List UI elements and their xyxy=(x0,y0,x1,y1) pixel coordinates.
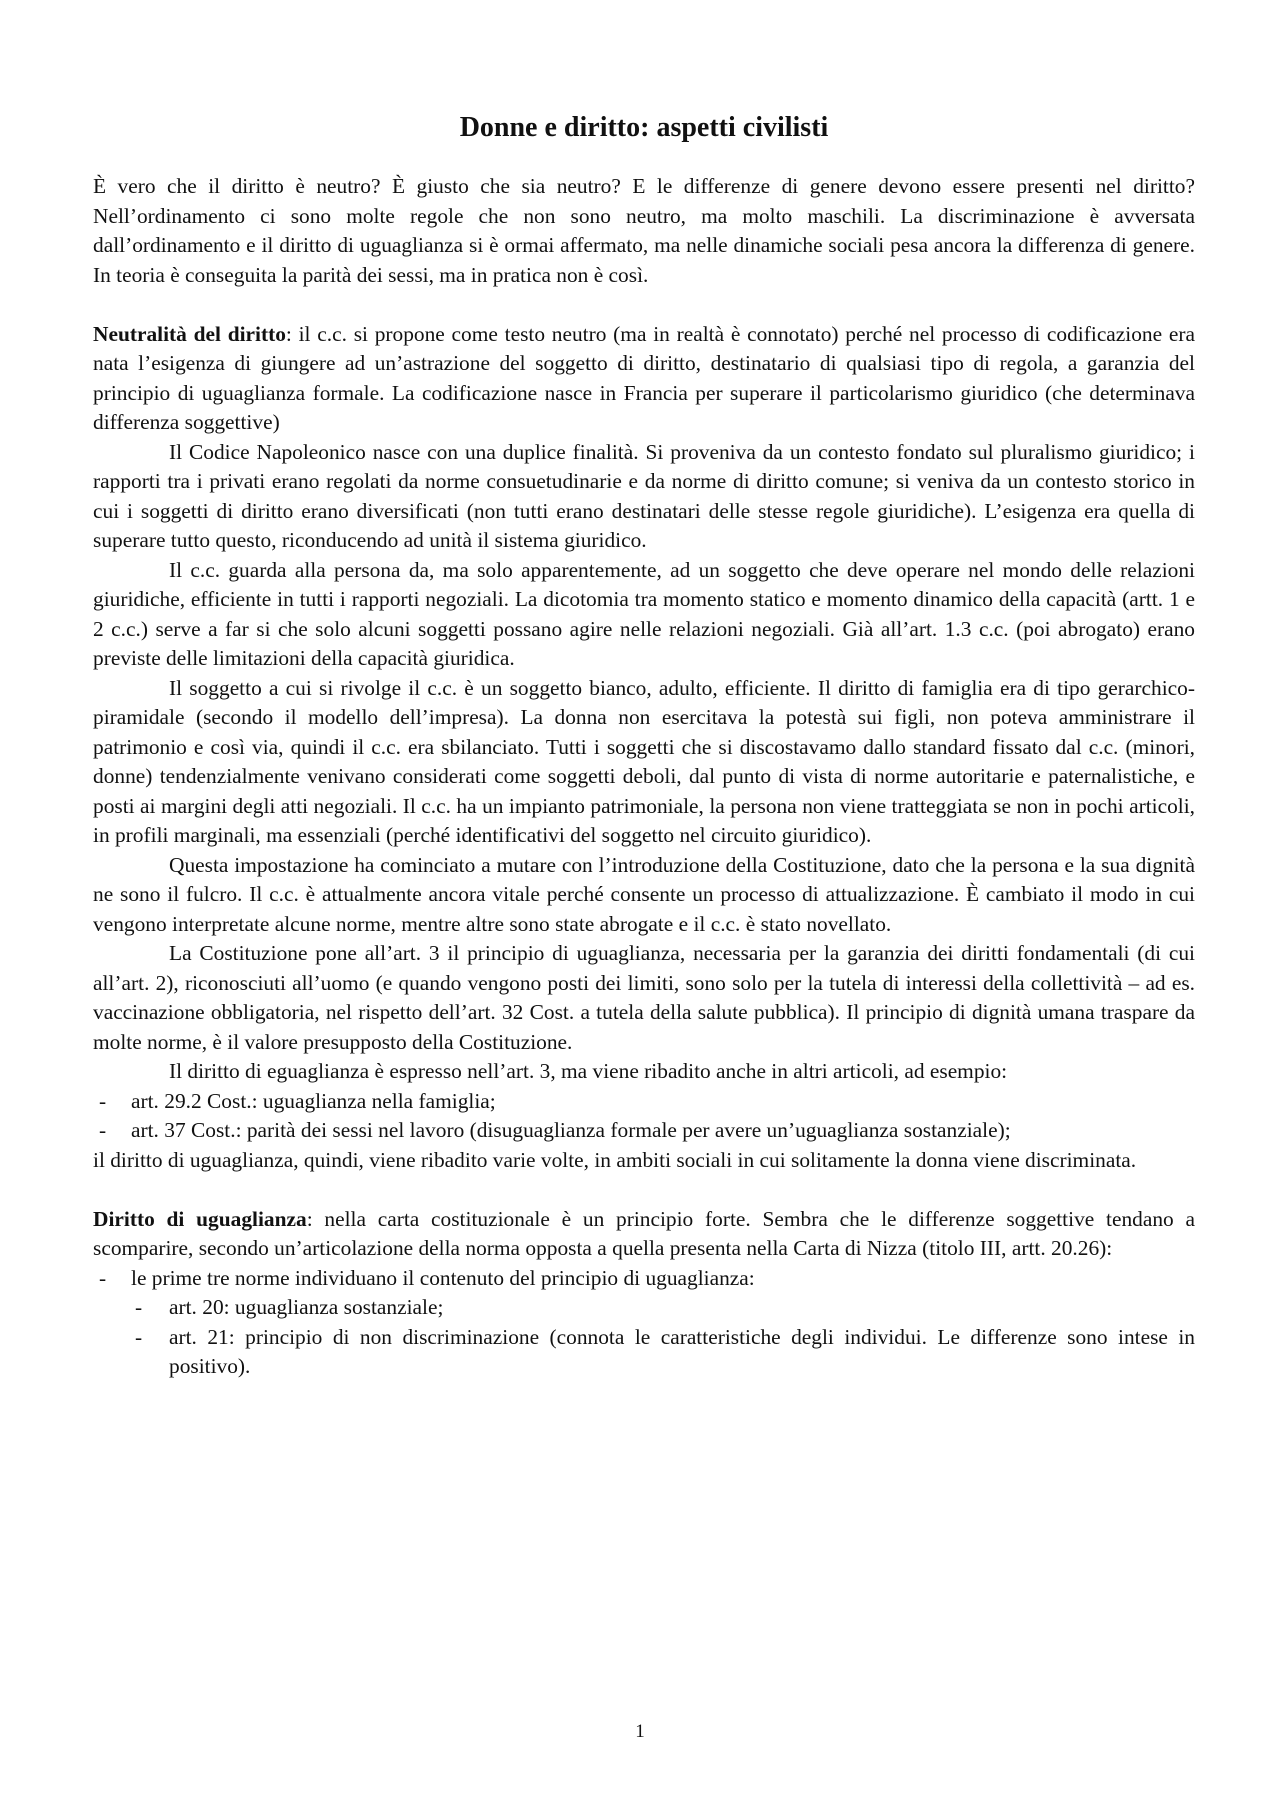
list-item: - art. 21: principio di non discriminazione (connota le caratteristiche degli individui. Le differenze sono intese in positivo). xyxy=(93,1323,1195,1382)
list-item: - art. 37 Cost.: parità dei sessi nel lavoro (disuguaglianza formale per avere un’uguaglianza sostanziale); xyxy=(93,1116,1195,1146)
document-page xyxy=(93,110,1195,1382)
body-paragraph: Il soggetto a cui si rivolge il c.c. è un soggetto bianco, adulto, efficiente. Il diritto di famiglia era di tipo gerarchico-piramidale (secondo il modello dell’impresa). La donna non esercitava la potestà sui figli, non poteva amministrare il patrimonio e così via, quindi il c.c. era sbilanciato. Tutti i soggetti che si discostavamo dallo standard fissato dal c.c. (minori, donne) tendenzialmente venivano considerati come soggetti deboli, dal punto di vista di norme autoritarie e paternalistiche, e posti ai margini degli atti negoziali. Il c.c. ha un impianto patrimoniale, la persona non viene tratteggiata se non in pochi articoli, in profili marginali, ma essenziali (perché identificativi del soggetto nel circuito giuridico). xyxy=(93,675,1195,847)
list-item: - art. 29.2 Cost.: uguaglianza nella famiglia; xyxy=(93,1087,1195,1117)
uguaglianza-paragraph xyxy=(93,1205,1195,1264)
neutralita-paragraph xyxy=(93,320,1195,438)
body-paragraph: Il c.c. guarda alla persona da, ma solo apparentemente, ad un soggetto che deve operare nel mondo delle relazioni giuridiche, efficiente in tutti i rapporti negoziali. La dicotomia tra momento statico e momento dinamico della capacità (artt. 1 e 2 c.c.) serve a far si che solo alcuni soggetti possano agire nelle relazioni negoziali. Già all’art. 1.3 c.c. (poi abrogato) erano previste delle limitazioni della capacità giuridica. xyxy=(93,557,1195,670)
closing-paragraph: il diritto di uguaglianza, quindi, viene ribadito varie volte, in ambiti sociali in cui solitamente la donna viene discriminata. xyxy=(93,1147,1137,1172)
document-title: Donne e diritto: aspetti civilisti xyxy=(459,112,829,143)
body-paragraph: Il diritto di eguaglianza è espresso nell’art. 3, ma viene ribadito anche in altri articoli, ad esempio: xyxy=(169,1059,1008,1083)
intro-paragraph: È vero che il diritto è neutro? È giusto che sia neutro? E le differenze di genere devono essere presenti nel diritto? Nell’ordinamento ci sono molte regole che non sono neutro, ma molto maschili. La discriminazione è avversata dall’ordinamento e il diritto di uguaglianza si è ormai affermato, ma nelle dinamiche sociali pesa ancora la differenza di genere. In teoria è conseguita la parità dei sessi, ma in pratica non è così. xyxy=(93,174,1195,287)
uguaglianza-heading: Diritto di uguaglianza xyxy=(93,1206,307,1231)
neutralita-heading: Neutralità del diritto xyxy=(93,321,286,346)
neutralita-lead: : il c.c. si propone come testo neutro (ma in realtà è connotato) perché nel processo di codificazione era nata l’esigenza di giungere ad un’astrazione del soggetto di diritto, destinatario di qualsiasi tipo di regola, a garanzia del principio di uguaglianza formale. La codificazione nasce in Francia per superare il particolarismo giuridico (che determinava differenza soggettive) xyxy=(93,321,1195,434)
uguaglianza-lead: : nella carta costituzionale è un principio forte. Sembra che le differenze soggettive tendano a scomparire, secondo un’articolazione della norma opposta a quella presenta nella Carta di Nizza (titolo III, artt. 20.26): xyxy=(93,1206,1195,1260)
list-item: - art. 20: uguaglianza sostanziale; xyxy=(93,1293,1195,1323)
nizza-list xyxy=(93,1264,1195,1294)
cost-articles-list xyxy=(93,1087,1195,1146)
body-paragraph: La Costituzione pone all’art. 3 il principio di uguaglianza, necessaria per la garanzia dei diritti fondamentali (di cui all’art. 2), riconosciuti all’uomo (e quando vengono posti dei limiti, sono solo per la tutela di interessi della collettività – ad es. vaccinazione obbligatoria, nel rispetto dell’art. 32 Cost. a tutela della salute pubblica). Il principio di dignità umana traspare da molte norme, è il valore presupposto della Costituzione. xyxy=(93,941,1195,1054)
list-item: - le prime tre norme individuano il contenuto del principio di uguaglianza: xyxy=(93,1264,1195,1294)
body-paragraph: Il Codice Napoleonico nasce con una duplice finalità. Si proveniva da un contesto fondato sul pluralismo giuridico; i rapporti tra i privati erano regolati da norme consuetudinarie e da norme di diritto comune; si veniva da un contesto storico in cui i soggetti di diritto erano diversificati (non tutti erano destinatari delle stesse regole giuridiche). L’esigenza era quella di superare tutto questo, riconducendo ad unità il sistema giuridico. xyxy=(93,439,1195,552)
nizza-sublist xyxy=(93,1293,1195,1382)
page-number: 1 xyxy=(635,1721,645,1742)
body-paragraph: Questa impostazione ha cominciato a mutare con l’introduzione della Costituzione, dato che la persona e la sua dignità ne sono il fulcro. Il c.c. è attualmente ancora vitale perché consente un processo di attualizzazione. È cambiato il modo in cui vengono interpretate alcune norme, mentre altre sono state abrogate e il c.c. è stato novellato. xyxy=(93,852,1195,936)
